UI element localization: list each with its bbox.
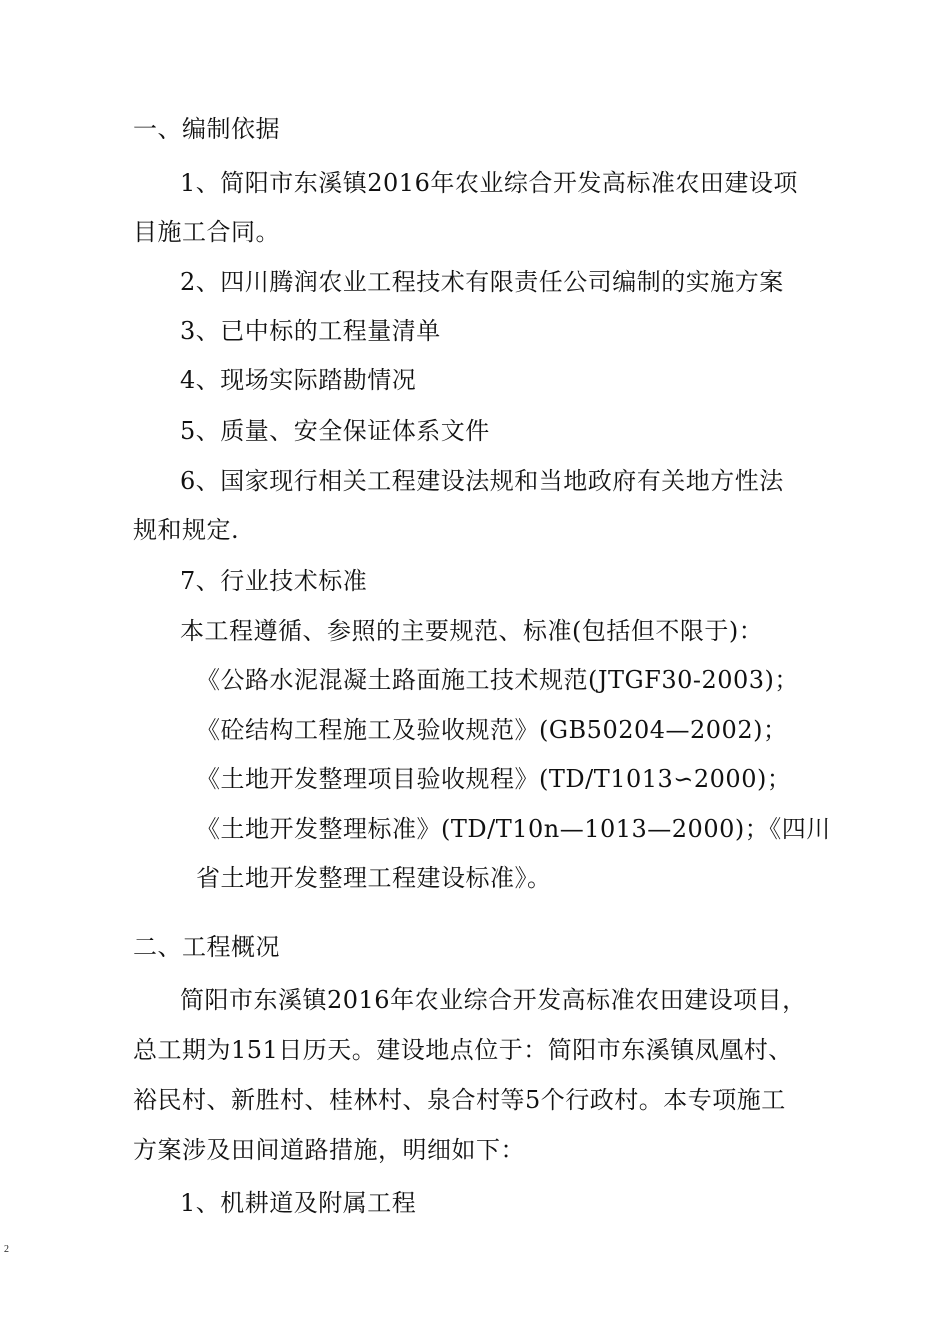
page-number: 2 <box>4 1244 9 1255</box>
basis-item-4: 4、现场实际踏勘情况 <box>180 366 417 394</box>
overview-line-1: 简阳市东溪镇2016年农业综合开发高标准农田建设项目， <box>180 986 807 1014</box>
overview-item-1: 1、机耕道及附属工程 <box>180 1189 417 1217</box>
overview-line-4: 方案涉及田间道路措施，明细如下： <box>133 1136 525 1164</box>
section2-heading: 二、工程概况 <box>133 933 280 961</box>
basis-item-7: 7、行业技术标准 <box>180 567 368 595</box>
basis-item-2: 2、四川腾润农业工程技术有限责任公司编制的实施方案 <box>180 268 784 296</box>
standard-4-line1: 《土地开发整理标准》(TD/T10n—1013—2000)；《四川 <box>196 815 831 843</box>
basis-item-3: 3、已中标的工程量清单 <box>180 317 441 345</box>
standards-intro: 本工程遵循、参照的主要规范、标准(包括但不限于)： <box>180 617 764 645</box>
overview-line-2: 总工期为151日历天。建设地点位于：简阳市东溪镇凤凰村、 <box>133 1036 793 1064</box>
standard-2: 《砼结构工程施工及验收规范》(GB50204—2002)； <box>196 716 788 744</box>
standard-1: 《公路水泥混凝土路面施工技术规范(JTGF30-2003)； <box>196 666 799 694</box>
basis-item-6-line1: 6、国家现行相关工程建设法规和当地政府有关地方性法 <box>180 467 784 495</box>
basis-item-5: 5、质量、安全保证体系文件 <box>180 417 490 445</box>
section1-heading: 一、编制依据 <box>133 115 280 143</box>
overview-line-3: 裕民村、新胜村、桂林村、泉合村等5个行政村。本专项施工 <box>133 1086 786 1114</box>
basis-item-1-line2: 目施工合同。 <box>133 218 280 246</box>
standard-4-line2: 省土地开发整理工程建设标准》。 <box>196 864 552 892</box>
standard-3: 《土地开发整理项目验收规程》(TD/T1013∽2000)； <box>196 765 792 793</box>
basis-item-6-line2: 规和规定. <box>133 516 240 544</box>
basis-item-1-line1: 1、简阳市东溪镇2016年农业综合开发高标准农田建设项 <box>180 169 798 197</box>
